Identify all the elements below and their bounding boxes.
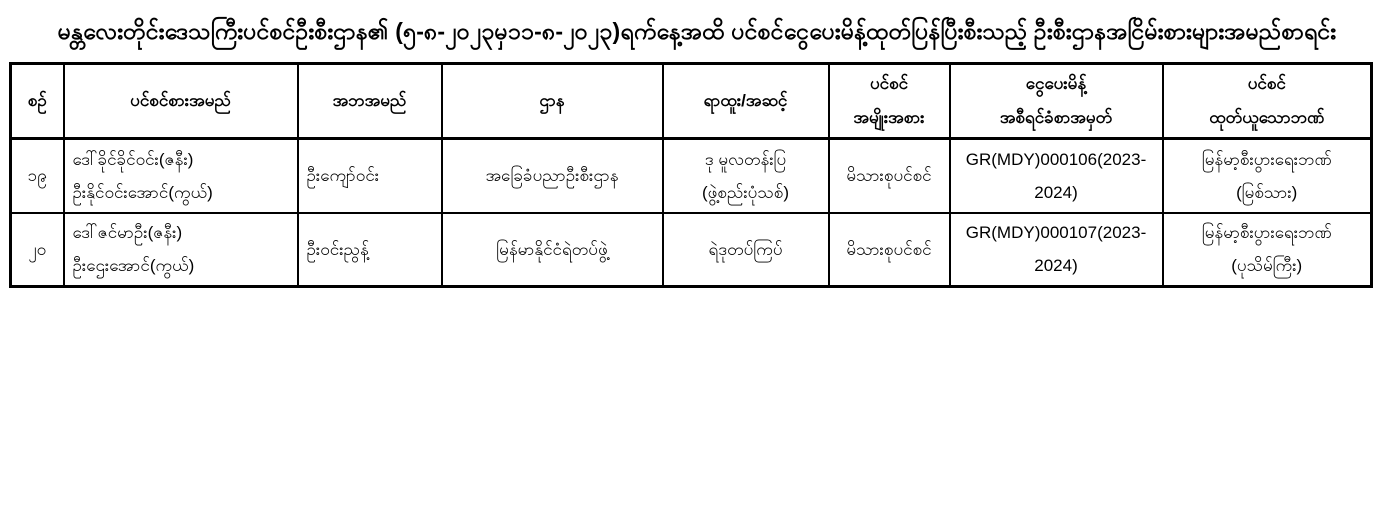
header-line: အမျိုးအစား: [853, 108, 925, 127]
text-line: ဒု မူလတန်းပြ: [704, 149, 787, 169]
cell-pension-type: မိသားစုပင်စင်: [829, 213, 950, 287]
col-header-position: [663, 64, 829, 139]
cell-serial: ၂၀: [11, 213, 64, 287]
header-line: အဘအမည်: [332, 91, 407, 110]
text-line: ဒေါ်ဇင်မာဦး(ဇနီး): [72, 223, 183, 243]
header-line: ပင်စင်: [869, 74, 909, 93]
col-header-bank: [1163, 64, 1372, 139]
cell-payment-order-no: GR(MDY)000107(2023-2024): [950, 213, 1163, 287]
cell-father-name: ဦးဝင်းညွန့်: [298, 213, 442, 287]
header-line: ပင်စင်: [1247, 74, 1286, 93]
col-header-department: [442, 64, 663, 139]
cell-department: အခြေခံပညာဦးစီးဌာန: [442, 139, 663, 213]
header-line: ပင်စင်စားအမည်: [130, 91, 231, 110]
header-line: စဉ်: [27, 91, 47, 110]
text-line: (မြစ်သား): [1236, 182, 1298, 202]
header-line: ဌာန: [539, 91, 565, 110]
text-line: ဦးဌေးအောင်(ကွယ်): [72, 256, 195, 276]
table-row: [11, 139, 1372, 213]
cell-bank: [1163, 139, 1372, 213]
page-title: မန္တလေးတိုင်းဒေသကြီးပင်စင်ဦးစီးဌာန၏ (၅-၈-၂၀၂၃မှ၁၁-၈-၂၀၂၃)ရက်နေ့အထိ ပင်စင်ငွေပေးမိန့်ထုတ်ပြန်ပြီးစီးသည့် ဦးစီးဌာနအငြိမ်းစားများအမည်စာရင်း: [57, 18, 1337, 44]
text-line: (ပုသိမ်ကြီး): [1231, 256, 1303, 276]
cell-department: မြန်မာနိုင်ငံရဲတပ်ဖွဲ့: [442, 213, 663, 287]
cell-serial: ၁၉: [11, 139, 64, 213]
header-line: ငွေပေးမိန့်: [1025, 74, 1087, 93]
col-header-pensioner-name: [64, 64, 298, 139]
pension-table: [9, 62, 1373, 288]
cell-position: [663, 139, 829, 213]
header-row: [11, 64, 1372, 139]
col-header-serial: [11, 64, 64, 139]
col-header-payment-order-no: [950, 64, 1163, 139]
cell-payment-order-no: GR(MDY)000106(2023-2024): [950, 139, 1163, 213]
table-body: [11, 139, 1372, 287]
text-line: ဒေါ်ခိုင်ခိုင်ဝင်း(ဇနီး): [72, 149, 194, 169]
col-header-father-name: [298, 64, 442, 139]
header-line: ရာထူး/အဆင့်: [703, 91, 788, 110]
header-line: ထုတ်ယူသောဘဏ်: [1209, 108, 1325, 127]
header-line: အစီရင်ခံစာအမှတ်: [999, 108, 1113, 127]
text-line: ရဲဒုတပ်ကြပ်: [708, 239, 783, 259]
col-header-pension-type: [829, 64, 950, 139]
cell-pension-type: မိသားစုပင်စင်: [829, 139, 950, 213]
cell-pensioner-name: [64, 213, 298, 287]
table-header: [11, 64, 1372, 139]
text-line: ဦးနိုင်ဝင်းအောင်(ကွယ်): [72, 182, 213, 202]
text-line: (ဖွဲ့စည်းပုံသစ်): [701, 182, 790, 202]
text-line: မြန်မာ့စီးပွားရေးဘဏ်: [1201, 223, 1332, 243]
table-row: [11, 213, 1372, 287]
cell-position: [663, 213, 829, 287]
text-line: မြန်မာ့စီးပွားရေးဘဏ်: [1201, 149, 1332, 169]
cell-bank: [1163, 213, 1372, 287]
cell-father-name: ဦးကျော်ဝင်း: [298, 139, 442, 213]
cell-pensioner-name: [64, 139, 298, 213]
